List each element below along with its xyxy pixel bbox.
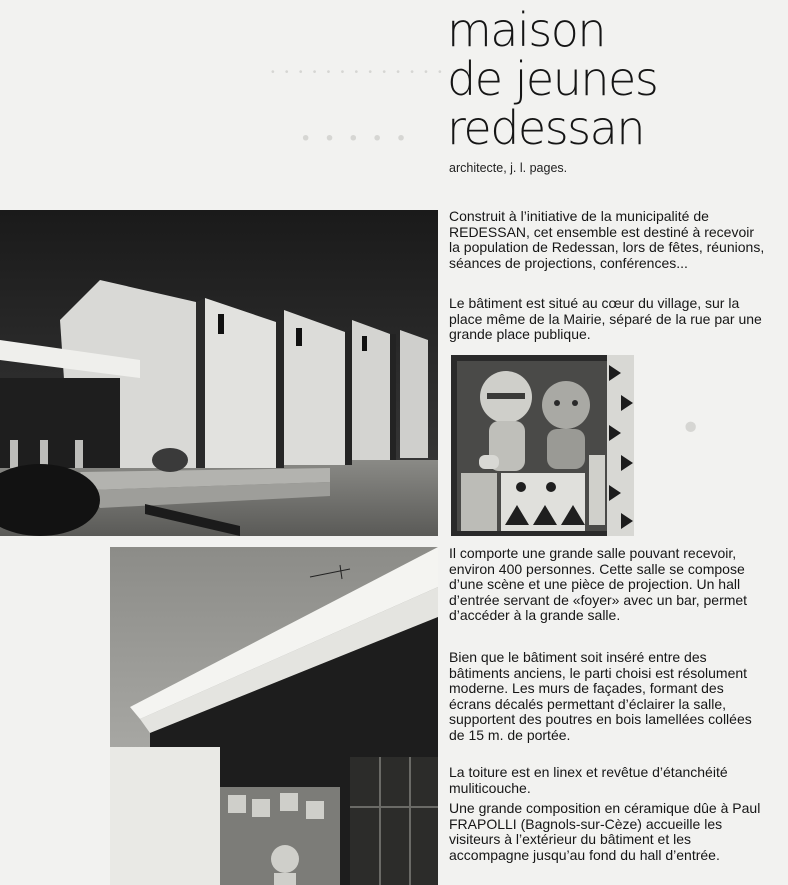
paragraph-ceramic: Une grande composition en céramique dûe à Paul FRAPOLLI (Bagnols-sur-Cèze) accueille les visiteurs à l’extérieur du bâtiment et les accompagne jusqu’au fond du hall d’entrée. xyxy=(449,800,761,863)
bleed-through-text: · · · · · · · · · · · · · · · xyxy=(270,62,473,81)
paragraph-architecture: Bien que le bâtiment soit inséré entre des bâtiments anciens, le parti choisi est résolument moderne. Les murs de façades, formant des écrans décalés permettant d’éclairer la salle, supportent des poutres en bois lamellées collées de 15 m. de portée. xyxy=(449,649,752,743)
entrance-canopy-photo xyxy=(110,547,438,885)
bleed-through-mark: · · · · · xyxy=(300,120,409,157)
paragraph-roof: La toiture est en linex et revêtue d’étanchéité muliticouche. xyxy=(449,764,728,796)
title-line: redessan xyxy=(447,101,644,155)
page-title xyxy=(447,3,777,155)
ceramic-sculpture-photo xyxy=(451,355,634,536)
bleed-through-mark: · xyxy=(680,391,704,462)
title-line: maison xyxy=(447,3,606,57)
paragraph-intro: Construit à l’initiative de la municipalité de REDESSAN, cet ensemble est destiné à recevoir la population de Redessan, lors de fêtes, réunions, séances de projections, conférences... xyxy=(449,208,765,271)
title-line: de jeunes xyxy=(447,52,658,106)
architect-credit: architecte, j. l. pages. xyxy=(449,161,568,175)
paragraph-program: Il comporte une grande salle pouvant recevoir, environ 400 personnes. Cette salle se compose d’une scène et une pièce de projection. Un hall d’entrée servant de «foyer» avec un bar, permet d’accéder à la grande salle. xyxy=(449,545,748,624)
building-exterior-photo xyxy=(0,210,438,536)
paragraph-location: Le bâtiment est situé au cœur du village, sur la place même de la Mairie, séparé de la rue par une grande place publique. xyxy=(449,295,762,343)
